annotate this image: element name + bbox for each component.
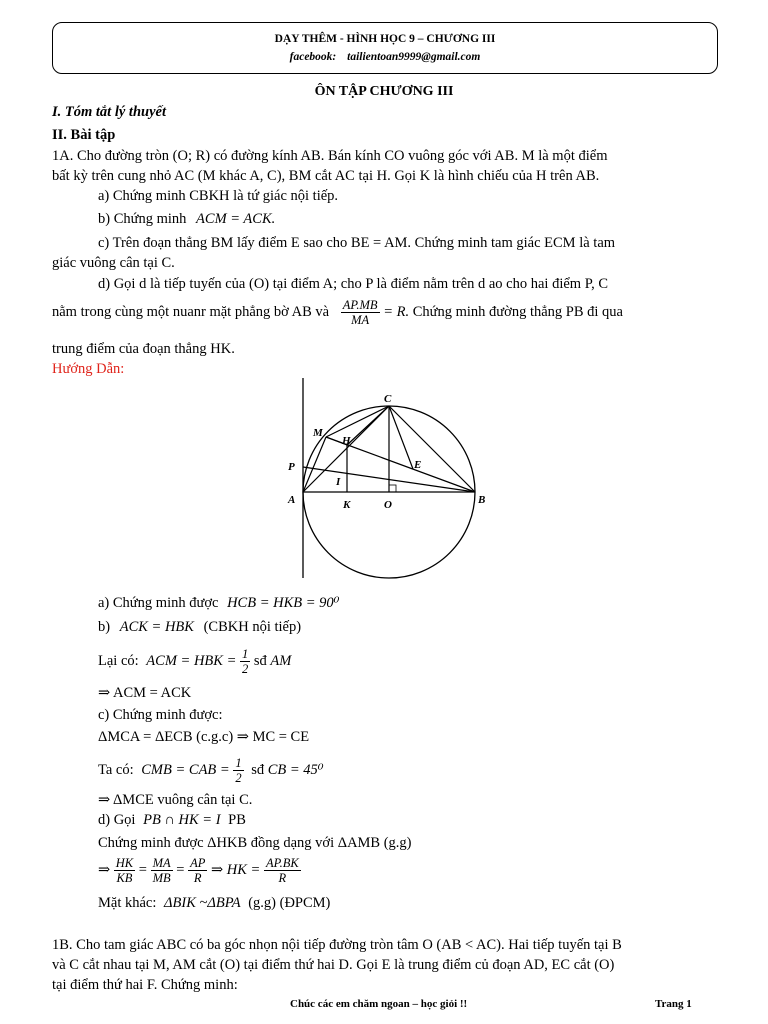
- label-o: O: [384, 499, 392, 511]
- fraction-numerator: 1: [235, 756, 242, 770]
- guide-d: [98, 811, 246, 829]
- sd-label-2: sđ: [251, 761, 265, 778]
- fraction-numerator: AP.BK: [265, 856, 299, 870]
- problem1-d1: d) Gọi d là tiếp tuyến của (O) tại điểm A; cho P là điểm nằm trên d ao cho hai điểm P, C: [98, 276, 609, 292]
- guide-a-math: HCB = HKB = 90⁰: [227, 595, 340, 611]
- segment-ce: [389, 406, 413, 469]
- guide-d-math: PB ∩ HK = I: [143, 812, 221, 828]
- fraction-numerator: 1: [241, 647, 249, 661]
- problem1-b-prefix: b) Chứng minh: [98, 211, 187, 227]
- fraction-numerator: HK: [115, 856, 134, 870]
- guide-d-prefix: d) Gọi: [98, 812, 136, 828]
- guide-lai-co: [98, 647, 291, 676]
- problem1-d2-prefix: nằm trong cùng một nuanr mặt phẳng bờ AB và: [52, 303, 330, 320]
- guide-mat-khac-suffix: (g.g) (ĐPCM): [248, 895, 331, 911]
- segment-cb: [389, 406, 475, 492]
- equals-sign: =: [138, 861, 147, 878]
- problem1-d2: [52, 298, 623, 327]
- guide-a-prefix: a) Chứng minh được: [98, 595, 219, 611]
- guide-b-suffix: (CBKH nội tiếp): [203, 619, 302, 635]
- header-box: [52, 22, 718, 74]
- guide-mat-khac-label: Mặt khác:: [98, 895, 157, 911]
- right-angle-mark: [389, 485, 396, 492]
- header-title: DẠY THÊM - HÌNH HỌC 9 – CHƯƠNG III: [274, 33, 496, 45]
- problem1-b-math: ACM = ACK.: [196, 211, 276, 227]
- label-i: I: [336, 476, 341, 488]
- fraction-numerator: AP.MB: [342, 298, 378, 312]
- label-k: K: [343, 499, 351, 511]
- problem2-line2: và C cắt nhau tại M, AM cắt (O) tại điểm thứ hai D. Gọi E là trung điểm củ đoạn AD, EC cắt (O): [52, 957, 615, 973]
- fraction-denominator: R: [193, 871, 202, 885]
- section-theory: I. Tóm tắt lý thuyết: [52, 104, 166, 120]
- segment-hc: [347, 406, 389, 445]
- problem1-d3: trung điểm của đoạn thẳng HK.: [52, 341, 235, 357]
- fraction-denominator: MB: [152, 871, 171, 885]
- fraction-denominator: R: [278, 871, 287, 885]
- implies-arrow: ⇒: [98, 861, 111, 878]
- guide-lai-co-label: Lại có:: [98, 652, 139, 669]
- equals-sign: =: [176, 861, 185, 878]
- guide-implies2: ⇒ ΔMCE vuông cân tại C.: [98, 792, 253, 808]
- guide-lai-co-math: ACM = HBK =: [146, 652, 237, 669]
- fraction-denominator: MA: [351, 313, 370, 327]
- label-e: E: [414, 459, 422, 471]
- problem2-line3: tại điểm thứ hai F. Chứng minh:: [52, 977, 238, 993]
- problem1-a: a) Chứng minh CBKH là tứ giác nội tiếp.: [98, 188, 339, 204]
- section-exercises: II. Bài tập: [52, 127, 116, 143]
- guide-c-prefix: c) Chứng minh được:: [98, 707, 223, 723]
- fraction-denominator: KB: [116, 871, 133, 885]
- problem1-line1: 1A. Cho đường tròn (O; R) có đường kính AB. Bán kính CO vuông góc với AB. M là một điểm: [52, 148, 608, 164]
- problem1-line2: bất kỳ trên cung nhỏ AC (M khác A, C), BM cắt AC tại H. Gọi K là hình chiếu của H trên AB.: [52, 168, 600, 184]
- fraction-numerator: MA: [152, 856, 171, 870]
- frac-hk-kb: [114, 856, 135, 885]
- problem1-b: [98, 210, 275, 228]
- frac-ma-mb: [151, 856, 173, 885]
- guide-b-math: ACK = HBK: [119, 619, 194, 635]
- facebook-label: facebook:: [289, 51, 337, 63]
- fraction-denominator: 2: [235, 771, 242, 785]
- problem2-line1: 1B. Cho tam giác ABC có ba góc nhọn nội tiếp đường tròn tâm O (AB < AC). Hai tiếp tuyến tại B: [52, 937, 622, 953]
- guide-c-line: ΔMCA = ΔECB (c.g.c) ⇒ MC = CE: [98, 729, 310, 745]
- label-b: B: [478, 494, 486, 506]
- guide-mat-khac-math: ΔBIK ~ΔBPA: [164, 895, 241, 911]
- page-number: Trang 1: [655, 998, 692, 1010]
- header-contact: [53, 51, 717, 63]
- guide-proportion: [98, 856, 301, 885]
- problem1-c2: giác vuông cân tại C.: [52, 255, 175, 271]
- label-a: A: [288, 494, 296, 506]
- guide-mat-khac: [98, 894, 330, 912]
- guide-d-suffix: PB: [228, 812, 246, 828]
- fraction-denominator: 2: [241, 662, 249, 676]
- guide-ta-co-label: Ta có:: [98, 761, 134, 778]
- frac-ap-r: [188, 856, 207, 885]
- problem1-c1: c) Trên đoạn thẳng BM lấy điểm E sao cho BE = AM. Chứng minh tam giác ECM là tam: [98, 235, 616, 251]
- guide-similar: Chứng minh được ΔHKB đồng dạng với ΔAMB (g.g): [98, 835, 412, 851]
- segment-ac: [303, 406, 389, 492]
- segment-am: [303, 437, 326, 492]
- guide-ta-co-math: CMB = CAB =: [141, 761, 230, 778]
- guide-title: Hướng Dẫn:: [52, 361, 125, 377]
- label-p: P: [288, 461, 295, 473]
- footer-message: Chúc các em chăm ngoan – học giỏi !!: [290, 998, 468, 1010]
- arc-am: AM: [270, 652, 292, 669]
- hk-eq: ⇒ HK =: [211, 861, 261, 878]
- guide-b: [98, 618, 301, 636]
- half-fraction-2: [233, 756, 243, 785]
- label-c: C: [384, 393, 392, 405]
- geometry-figure: [280, 378, 510, 588]
- guide-a: [98, 594, 339, 612]
- page-title: ÔN TẬP CHƯƠNG III: [314, 84, 454, 99]
- label-m: M: [313, 427, 323, 439]
- guide-b-prefix: b): [98, 619, 111, 635]
- frac-apbk-r: [264, 856, 301, 885]
- arc-cb: CB = 45⁰: [267, 761, 324, 778]
- guide-ta-co: [98, 756, 324, 785]
- problem1-d2-eq: = R.: [383, 303, 410, 320]
- fraction-numerator: AP: [190, 856, 206, 870]
- problem1-d2-suffix: Chứng minh đường thẳng PB đi qua: [412, 303, 623, 320]
- label-h: H: [342, 435, 351, 447]
- segment-mc: [326, 406, 389, 437]
- guide-implies1: ⇒ ACM = ACK: [98, 685, 192, 701]
- half-fraction: [240, 647, 250, 676]
- sd-label: sđ: [253, 652, 267, 669]
- problem1-d2-fraction: [341, 298, 380, 327]
- facebook-value: tailientoan9999@gmail.com: [347, 51, 481, 63]
